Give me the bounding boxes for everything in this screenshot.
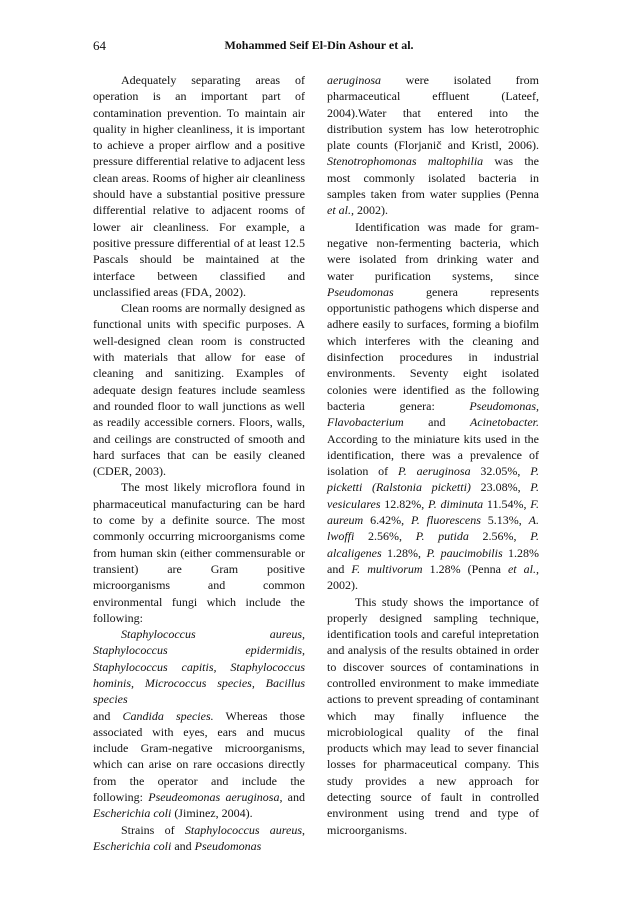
prevalence-value: 5.13%, <box>480 513 529 528</box>
conjunction: and <box>403 415 471 430</box>
prevalence-value: 23.08%, <box>470 480 531 495</box>
pseudomonas-genus: Pseudomonas <box>194 838 262 853</box>
prevalence-value: 1.28% (Penna <box>422 561 508 576</box>
aeruginosa-term: aeruginosa <box>327 73 381 87</box>
effluent-text: were isolated from pharmaceutical effluent (Lateef, 2004).Water that entered into the distribution system has low heterotrophic plate counts (Florjanič and Kristl, 2006). <box>327 73 539 153</box>
microflora-intro: The most likely microflora found in pharmaceutical manufacturing can be hard to come by a definite source. The most commonly occurring microorganisms come from human skin (either commensurable or transient) are Gram positive microorganisms and common environmental fungi which include the following: <box>93 480 305 625</box>
separator: , <box>301 822 305 837</box>
species-name: P. alcaligenes <box>327 529 539 560</box>
species-name: P. aeruginosa <box>397 464 471 479</box>
prevalence-value: 2.56%, <box>354 529 416 544</box>
prevalence-value: 32.05%, <box>470 464 531 479</box>
species-name: F. aureum <box>327 496 539 528</box>
conjunction: and <box>93 708 123 723</box>
conjunction: and <box>171 838 195 853</box>
ecoli-species: Escherichia coli <box>93 806 172 821</box>
species-name: A. lwoffi <box>327 513 540 544</box>
citation: (Jiminez, 2004). <box>171 806 253 821</box>
pseudomonas-genus: Pseudomonas <box>327 284 394 299</box>
running-head: Mohammed Seif El-Din Ashour et al. <box>224 38 414 52</box>
biofilm-text: genera represents opportunistic pathogens which disperse and adhere easily to surfaces, forming a biofilm which interferes with the cleaning and disinfection procedures in industrial environments. Seventy eight isolated colonies were identified as the following bacteria genera: <box>327 284 539 413</box>
prevalence-value: 6.42%, <box>363 513 411 528</box>
candida-species: Candida species. <box>122 708 214 723</box>
species-name: P. paucimobilis <box>426 545 503 560</box>
citation-year: 2002). <box>327 578 358 593</box>
paragraph-clean-rooms: Clean rooms are normally designed as functional units with specific purposes. A well-designed clean room is constructed with materials that allow for ease of cleaning and sanitizing. Examples of adequate design features include seamless and rounded floor to wall junctions as well as readily accessible corners. Floors, walls, and ceilings are constructed of smooth and hard surfaces that can be easily cleaned (CDER, 2003). <box>93 301 305 479</box>
left-column <box>93 72 305 854</box>
species-name: P. picketti (Ralstonia picketti) <box>327 464 540 495</box>
species-name: P. putida <box>415 529 469 544</box>
paragraph-conclusion: This study shows the importance of properly designed sampling technique, identification tools and careful intepretation and analysis of the results obtained in order to discover sources of contaminations in controlled environment to make immediate actions to prevent spreading of contaminant which may finally influence the microbiological quality of the final products which may lead to sever financial losses for pharmaceutical company. This study provides a new approach for detecting source of fault in controlled environment using trend and type of microorganisms. <box>327 594 539 837</box>
gram-negative-text: Whereas those associated with eyes, ears and mucus include Gram-negative microorganisms, which can arise on rare occasions directly from the operator and include the following: <box>93 708 305 805</box>
prevalence-value: 1.28%, <box>381 545 427 560</box>
et-al: et al., <box>327 203 354 218</box>
page-number: 64 <box>93 38 106 53</box>
species-name: F. multivorum <box>351 561 423 576</box>
prevalence-value: 12.82%, <box>380 496 428 511</box>
species-name: P. diminuta <box>428 496 484 511</box>
et-al: et al., <box>507 561 539 576</box>
paragraph-microflora <box>93 479 305 821</box>
identification-intro: Identification was made for gram-negative non-fermenting bacteria, which were isolated from drinking water and water purification systems, since <box>327 219 539 283</box>
strains-text: Strains of <box>121 822 185 837</box>
prevalence-value: 1.28% and <box>327 545 539 576</box>
water-supply-text: was the most commonly isolated bacteria in samples taken from water supplies (Penna <box>327 154 539 202</box>
prevalence-text: According to the miniature kits used in the identification, there was a prevalence of isolation of <box>327 431 539 479</box>
skin-species-list: Staphylococcus aureus, Staphylococcus epidermidis, Staphylococcus capitis, Staphylococcus hominis, Micrococcus species, Bacillus species <box>93 627 305 707</box>
prevalence-value: 2.56%, <box>468 529 531 544</box>
paragraph-identification <box>327 219 539 594</box>
page-header <box>93 38 545 54</box>
genera-list: Pseudomonas, Flavobacterium <box>327 398 539 430</box>
citation-year: 2002). <box>354 203 388 218</box>
prevalence-value: 11.54%, <box>483 496 531 511</box>
right-column <box>327 72 539 838</box>
paragraph-strains-cont <box>327 72 539 219</box>
paragraph-strains <box>93 822 305 855</box>
paragraph-air-separation: Adequately separating areas of operation is an important part of contamination prevention. To maintain air quality in higher cleanliness, it is important to achieve a proper airflow and a positive pressure differential relative to adjacent less clean areas. Rooms of higher air cleanliness should have a substantial positive pressure differential relative to adjacent rooms of lower air cleanliness. For example, a positive pressure differential of at least 12.5 Pascals should be maintained at the interface between classified and unclassified areas (FDA, 2002). <box>93 73 305 299</box>
acinetobacter-genus: Acinetobacter. <box>470 415 539 430</box>
ecoli-species: Escherichia coli <box>93 838 172 853</box>
species-name: P. vesiculares <box>327 480 540 511</box>
stenotrophomonas-species: Stenotrophomonas maltophilia <box>327 154 484 169</box>
conjunction: and <box>282 790 306 805</box>
staph-species: Staphylococcus aureus <box>184 822 302 837</box>
species-name: P. fluorescens <box>411 513 481 528</box>
pseudeomonas-species: Pseudeomonas aeruginosa, <box>148 790 283 805</box>
